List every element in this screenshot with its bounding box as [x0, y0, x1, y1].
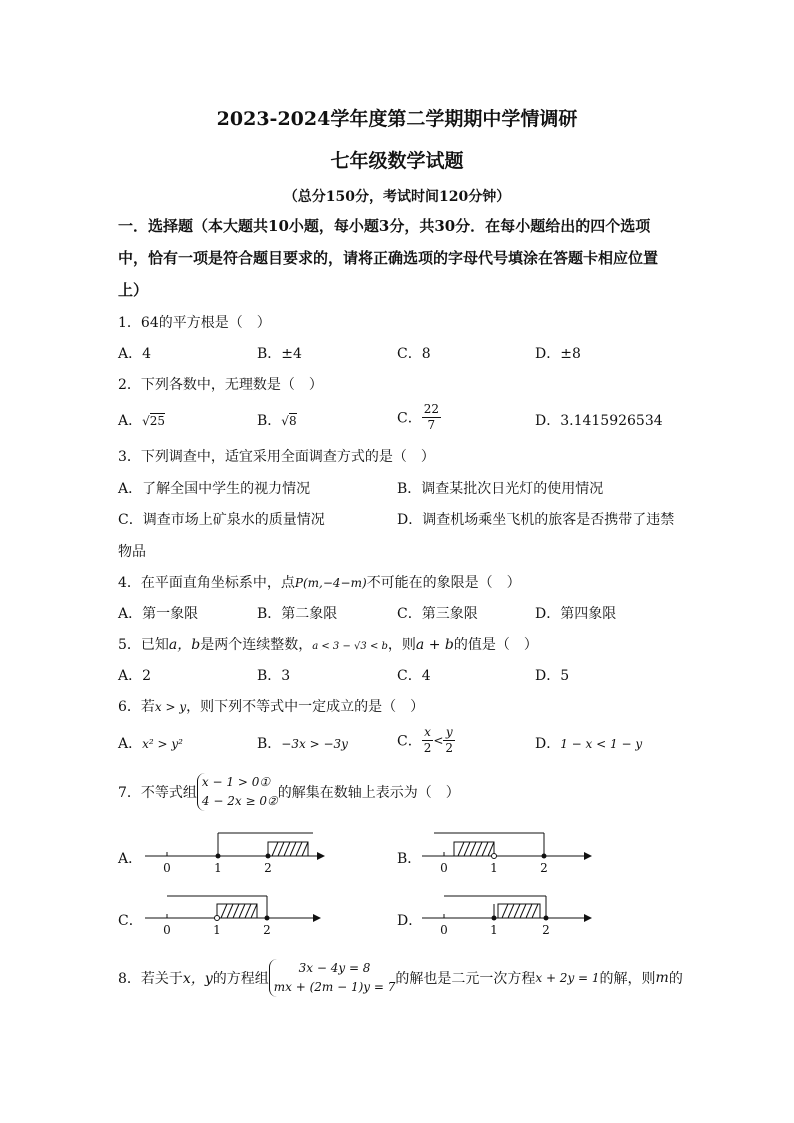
number-line-c [135, 890, 335, 940]
q7-option-a: A． [118, 851, 143, 867]
q2-option-d: D．3.1415926534 [535, 413, 663, 429]
q7-inequality-system [197, 773, 278, 811]
q1-option-b: B．±4 [257, 346, 302, 362]
number-line-d [412, 890, 612, 940]
q8-equation-2: mx + (2m − 1)y = 7 [273, 980, 396, 994]
q2-option-a-radicand: 25 [149, 414, 166, 428]
q4-point: P(m,−4−m) [294, 576, 367, 590]
q6-option-d-label: D． [535, 736, 561, 752]
arrow-icon [584, 852, 592, 860]
point-2 [265, 916, 270, 921]
tick-label-2: 2 [540, 861, 548, 875]
q8-var-m: m [655, 970, 669, 986]
arrow-icon [313, 914, 321, 922]
q7-option-b: B． [397, 851, 422, 867]
number-line-a [135, 828, 335, 878]
fraction-numerator: x [422, 725, 434, 741]
fraction-numerator: 22 [423, 402, 439, 416]
q8-equation-system [269, 959, 396, 997]
q2-option-b-radicand: 8 [288, 414, 297, 428]
q6-option-b-expr: −3x > −3y [281, 737, 348, 751]
q3-option-b: B．调查某批次日光灯的使用情况 [397, 481, 604, 497]
question-1: 1．64的平方根是（ ） [118, 315, 271, 331]
arrow-icon [317, 852, 325, 860]
question-2: 2．下列各数中，无理数是（ ） [118, 377, 323, 393]
q5-mid: 是两个连续整数， [200, 637, 313, 653]
fraction-denominator: 2 [423, 741, 432, 755]
point-2 [266, 854, 271, 859]
q8-mid: 的方程组 [212, 971, 269, 987]
q6-option-c-label: C． [397, 733, 422, 750]
q6-condition: x > y [154, 700, 187, 714]
q8-tail: 的 [668, 971, 683, 987]
q4-option-a: A．第一象限 [118, 606, 199, 622]
tick-label-0: 0 [163, 923, 171, 937]
q7-inequality-1: x − 1 > 0① [201, 775, 271, 789]
point-1 [492, 854, 497, 859]
question-6 [118, 696, 424, 716]
fraction-denominator: 7 [427, 418, 436, 432]
q5-mid2: ，则 [387, 637, 416, 653]
q1-option-c: C．8 [397, 346, 431, 362]
tick-label-0: 0 [440, 861, 448, 875]
q4-option-d: D．第四象限 [535, 606, 617, 622]
point-1 [492, 916, 497, 921]
q8-suffix: 的解，则 [599, 971, 656, 987]
q6-option-c-operator: < [433, 733, 444, 748]
q4-option-c: C．第三象限 [397, 606, 478, 622]
tick-label-1: 1 [214, 861, 222, 875]
q3-option-d: D．调查机场乘坐飞机的旅客是否携带了违禁 [397, 512, 675, 528]
q5-inequality: a < 3 − √3 < b [312, 641, 388, 652]
q3-option-c: C．调查市场上矿泉水的质量情况 [118, 512, 325, 528]
fraction-denominator: 2 [445, 741, 454, 755]
q6-option-d [535, 733, 642, 753]
hatch-box [217, 904, 257, 918]
q8-vars: x，y [182, 971, 213, 987]
q6-option-c-frac-2 [443, 725, 455, 756]
question-8 [118, 959, 683, 997]
q7-suffix: 的解集在数轴上表示为（ ） [277, 785, 460, 801]
hatch-lines [221, 904, 257, 918]
q1-option-d: D．±8 [535, 346, 581, 362]
exam-note: （总分150分，考试时间120分钟） [283, 189, 511, 205]
point-1 [216, 854, 221, 859]
q6-option-b [257, 733, 348, 753]
sqrt-icon: √ [281, 414, 289, 428]
q5-option-c: C．4 [397, 668, 431, 684]
q8-mid2: 的解也是二元一次方程 [395, 971, 536, 987]
q5-prefix: 5．已知 [118, 637, 169, 653]
q2-option-b-label: B． [257, 413, 282, 429]
question-5 [118, 634, 538, 654]
tick-label-1: 1 [490, 861, 498, 875]
tick-label-0: 0 [440, 923, 448, 937]
number-line-b [412, 828, 612, 878]
q5-suffix: 的值是（ ） [453, 637, 538, 653]
point-2 [544, 916, 549, 921]
q2-option-c [397, 402, 441, 433]
q6-option-a-label: A． [118, 736, 143, 752]
hatch-lines [502, 904, 538, 918]
q2-option-c-fraction [422, 402, 441, 433]
exam-subtitle: 七年级数学试题 [330, 150, 464, 172]
arrow-icon [584, 914, 592, 922]
tick-label-2: 2 [263, 923, 271, 937]
q6-option-a-expr: x² > y² [142, 737, 183, 751]
q8-prefix: 8．若关于 [118, 971, 183, 987]
q6-suffix: ，则下列不等式中一定成立的是（ ） [186, 699, 425, 715]
q4-suffix: 不可能在的象限是（ ） [366, 575, 521, 591]
q2-option-b [257, 410, 297, 430]
sqrt-icon: √ [142, 414, 150, 428]
section-heading: 一．选择题（本大题共10小题，每小题3分，共30分．在每小题给出的四个选项中，恰有一项是符合题目要求的，请将正确选项的字母代号填涂在答题卡相应位置上） [118, 217, 659, 299]
q5-expression: a + b [415, 637, 454, 653]
q7-inequality-2: 4 − 2x ≥ 0② [201, 794, 278, 808]
tick-label-1: 1 [490, 923, 498, 937]
q6-option-a [118, 733, 183, 753]
q5-option-d: D．5 [535, 668, 570, 684]
q2-option-c-label: C． [397, 410, 422, 427]
q7-option-c: C． [118, 913, 143, 929]
tick-label-1: 1 [213, 923, 221, 937]
exam-title: 2023-2024学年度第二学期期中学情调研 [216, 108, 578, 130]
q3-option-a: A．了解全国中学生的视力情况 [118, 481, 311, 497]
q7-prefix: 7．不等式组 [118, 785, 197, 801]
q6-option-d-expr: 1 − x < 1 − y [560, 737, 643, 751]
hatch-box [268, 842, 308, 856]
point-1 [215, 916, 220, 921]
question-4 [118, 572, 521, 592]
q5-option-b: B．3 [257, 668, 291, 684]
tick-label-2: 2 [264, 861, 272, 875]
q2-option-a [118, 410, 165, 430]
q4-prefix: 4．在平面直角坐标系中，点 [118, 575, 295, 591]
hatch-lines [272, 842, 308, 856]
q3-option-d-continued: 物品 [118, 544, 146, 560]
tick-label-2: 2 [542, 923, 550, 937]
q8-equation-1: 3x − 4y = 8 [298, 961, 371, 975]
fraction-numerator: y [443, 725, 455, 741]
q2-option-a-label: A． [118, 413, 143, 429]
q6-option-c [397, 725, 455, 756]
hatch-box [454, 842, 494, 856]
question-3: 3．下列调查中，适宜采用全面调查方式的是（ ） [118, 449, 435, 465]
hatch-lines [458, 842, 494, 856]
q6-prefix: 6．若 [118, 699, 155, 715]
point-2 [542, 854, 547, 859]
q7-option-d: D． [397, 913, 423, 929]
q6-option-c-frac-1 [422, 725, 434, 756]
question-7 [118, 773, 460, 811]
q4-option-b: B．第二象限 [257, 606, 338, 622]
q8-equation-3: x + 2y = 1 [535, 971, 600, 985]
q1-option-a: A．4 [118, 346, 152, 362]
q5-vars: a，b [168, 637, 201, 653]
q6-option-b-label: B． [257, 736, 282, 752]
tick-label-0: 0 [163, 861, 171, 875]
q5-option-a: A．2 [118, 668, 152, 684]
